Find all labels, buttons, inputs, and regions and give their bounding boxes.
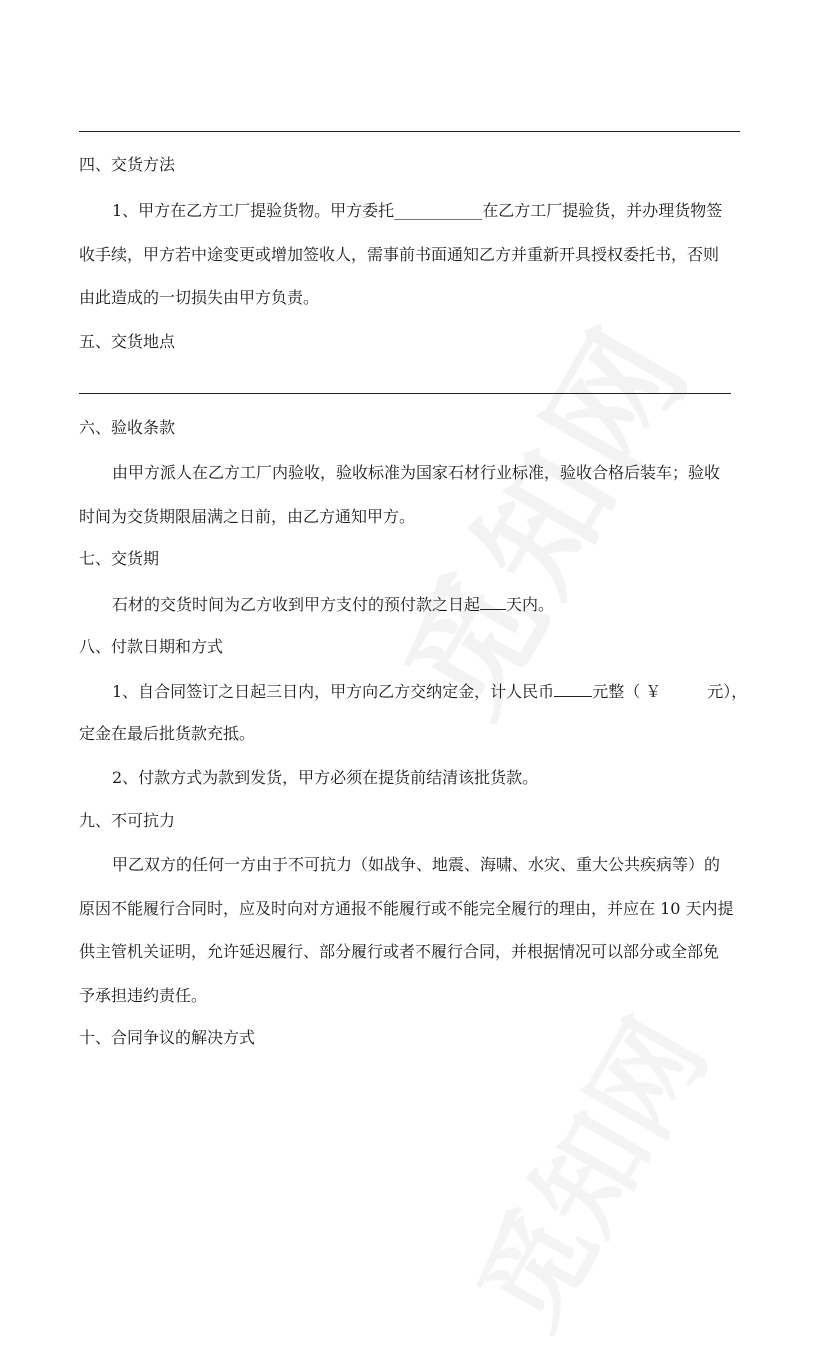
section-4-heading: 四、交货方法 bbox=[79, 155, 176, 174]
section-10-heading: 十、合同争议的解决方式 bbox=[79, 1028, 256, 1047]
section-9-line-4: 予承担违约责任。 bbox=[79, 986, 208, 1005]
section-4-paragraph-line-3: 由此造成的一切损失由甲方负责。 bbox=[79, 288, 320, 307]
days-blank[interactable] bbox=[480, 593, 506, 610]
text: 在乙方工厂提验货，并办理货物签 bbox=[482, 201, 723, 220]
section-6-line-1: 由甲方派人在乙方工厂内验收，验收标准为国家石材行业标准，验收合格后装车；验收 bbox=[112, 463, 721, 482]
section-8-heading: 八、付款日期和方式 bbox=[79, 637, 224, 656]
section-9-heading: 九、不可抗力 bbox=[79, 811, 176, 830]
delegate-blank[interactable]: ___________ bbox=[394, 201, 483, 220]
text: 石材的交货时间为乙方收到甲方支付的预付款之日起 bbox=[112, 595, 481, 614]
section-9-line-3: 供主管机关证明，允许延迟履行、部分履行或者不履行合同，并根据情况可以部分或全部免 bbox=[79, 942, 720, 961]
section-9-line-1: 甲乙双方的任何一方由于不可抗力（如战争、地震、海啸、水灾、重大公共疾病等）的 bbox=[112, 855, 721, 874]
section-4-paragraph-line-1 bbox=[112, 200, 792, 222]
top-fill-line bbox=[79, 131, 740, 132]
delivery-location-fill-line[interactable] bbox=[79, 393, 731, 394]
text: 1、甲方在乙方工厂提验货物。甲方委托 bbox=[112, 201, 395, 220]
section-6-line-2: 时间为交货期限届满之日前，由乙方通知甲方。 bbox=[79, 507, 416, 526]
section-9-line-2: 原因不能履行合同时，应及时向对方通报不能履行或不能完全履行的理由，并应在 10 天内提 bbox=[79, 899, 734, 918]
text: 天内。 bbox=[506, 595, 555, 614]
section-6-heading: 六、验收条款 bbox=[79, 418, 176, 437]
text: 1、自合同签订之日起三日内，甲方向乙方交纳定金，计人民币 bbox=[112, 682, 555, 701]
section-7-heading: 七、交货期 bbox=[79, 549, 160, 568]
section-5-heading: 五、交货地点 bbox=[79, 332, 176, 351]
section-8-paragraph-1-line-2: 定金在最后批货款充抵。 bbox=[79, 724, 256, 743]
section-8-paragraph-2: 2、付款方式为款到发货，甲方必须在提货前结清该批货款。 bbox=[112, 768, 539, 787]
amount-blank[interactable] bbox=[554, 680, 592, 697]
text: 元整（ ￥ bbox=[592, 682, 662, 701]
section-7-line-1 bbox=[112, 593, 792, 616]
text: 元）， bbox=[707, 682, 748, 701]
section-4-paragraph-line-2: 收手续，甲方若中途变更或增加签收人，需事前书面通知乙方并重新开具授权委托书，否则 bbox=[79, 245, 720, 264]
section-8-paragraph-1-line-1 bbox=[112, 680, 792, 703]
